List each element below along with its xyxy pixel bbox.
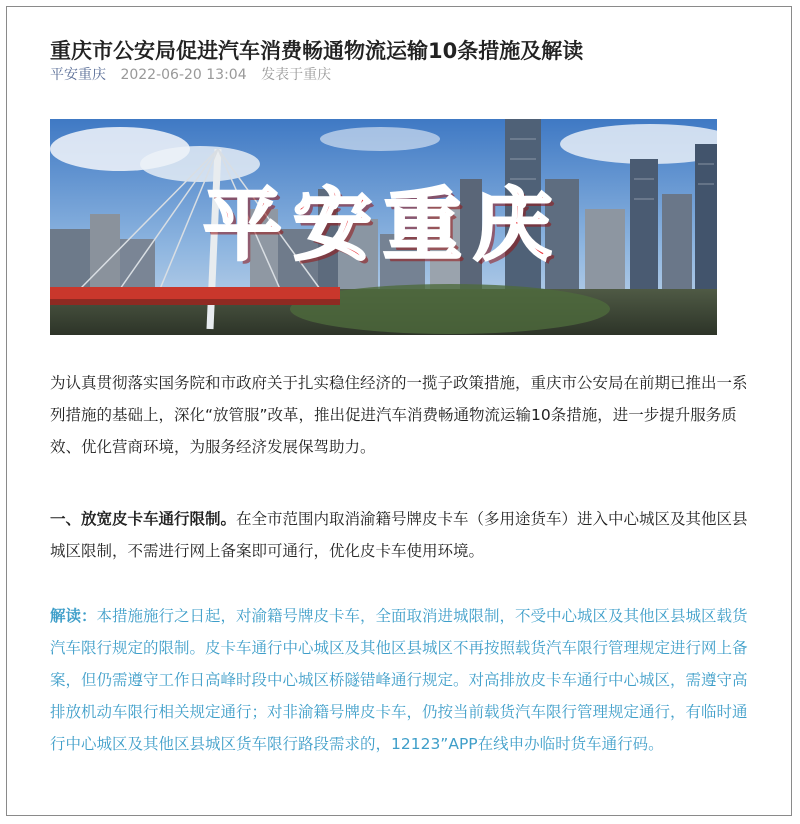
- measure-1-body: 在全市范围内取消渝籍号牌皮卡车（多用途货车）进入中心城区及其他区县城区限制，不需进行网上备案即可通行，优化皮卡车使用环境。: [50, 510, 748, 560]
- intro-paragraph: 为认真贯彻落实国务院和市政府关于扎实稳住经济的一揽子政策措施，重庆市公安局在前期已推出一系列措施的基础上，深化“放管服”改革，推出促进汽车消费畅通物流运输10条措施，进一步提升服务质效、优化营商环境，为服务经济发展保驾助力。: [50, 374, 748, 456]
- article-title: 重庆市公安局促进汽车消费畅通物流运输10条措施及解读: [50, 39, 584, 64]
- publish-time: 2022-06-20 13:04: [120, 67, 247, 83]
- reading-label: 解读：: [50, 607, 97, 625]
- reading-paragraph: [50, 600, 760, 760]
- article-meta: [50, 64, 331, 86]
- reading-body: 本措施施行之日起，对渝籍号牌皮卡车，全面取消进城限制，不受中心城区及其他区县城区载货汽车限行规定的限制。皮卡车通行中心城区及其他区县城区不再按照载货汽车限行管理规定进行网上备案，但仍需遵守工作日高峰时段中心城区桥隧错峰通行规定。对高排放皮卡车通行中心城区，需遵守高排放机动车限行相关规定通行；对非渝籍号牌皮卡车，仍按当前载货汽车限行管理规定通行，有临时通行中心城区及其他区县城区货车限行路段需求的，12123”APP在线申办临时货车通行码。: [50, 607, 748, 753]
- publish-location: 发表于重庆: [261, 67, 332, 83]
- author-link[interactable]: 平安重庆: [50, 67, 106, 83]
- banner-title: 平安重庆: [203, 181, 564, 271]
- measure-1-paragraph: [50, 503, 760, 567]
- banner-image: [50, 119, 717, 335]
- measure-1-heading: 一、放宽皮卡车通行限制。: [50, 510, 237, 528]
